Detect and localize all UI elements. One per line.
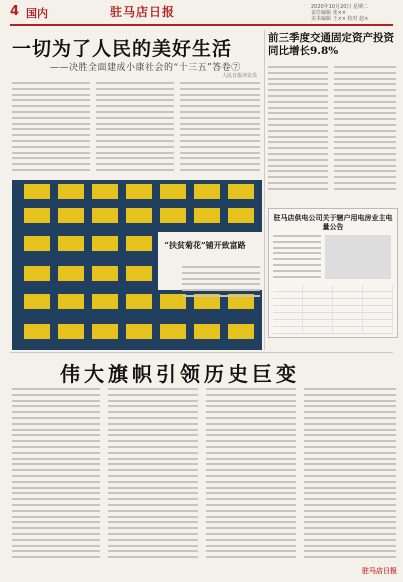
lead-column-1 (12, 82, 90, 175)
issue-meta (311, 4, 393, 22)
second-column-3 (206, 388, 296, 562)
news-photo (12, 180, 262, 350)
column-divider (264, 30, 265, 350)
page-number: 4 (10, 4, 20, 19)
issue-meta-line: 责任编辑 张×× (311, 10, 346, 16)
side-column-1 (268, 66, 328, 194)
side-column-2 (334, 66, 396, 194)
notice-box (268, 208, 398, 338)
watermark-logo: 驻马店日报 (362, 567, 397, 575)
second-column-2 (108, 388, 198, 562)
second-headline: 伟大旗帜引领历史巨变 (60, 362, 300, 386)
issue-meta-line: 美术编辑 王×× 校对 赵× (311, 16, 369, 22)
photo-image (12, 180, 262, 350)
photo-caption (182, 266, 260, 301)
second-column-4 (304, 388, 396, 562)
newspaper-logo: 驻马店日报 (110, 5, 176, 19)
notice-headline: 驻马店供电公司关于辖户用电房业主电量公告 (273, 213, 393, 231)
notice-image (325, 235, 391, 279)
lead-byline: 人民日报评论员 (221, 73, 257, 79)
side-headline: 前三季度交通固定资产投资同比增长9.8% (268, 32, 394, 57)
header-rule (10, 24, 393, 26)
notice-text (273, 235, 321, 281)
second-column-1 (12, 388, 100, 562)
notice-table (273, 285, 393, 334)
lead-column-2 (96, 82, 174, 175)
lead-subheadline: ——决胜全面建成小康社会的“十三五”答卷⑦ (50, 63, 241, 73)
photo-title: “扶贫菊花”铺开致富路 (164, 240, 246, 250)
section-divider (10, 352, 393, 353)
lead-column-3 (180, 82, 260, 175)
section-name: 国内 (26, 7, 48, 20)
issue-meta-line: 2020年10月20日 星期二 (311, 4, 369, 10)
lead-headline: 一切为了人民的美好生活 (12, 38, 233, 60)
